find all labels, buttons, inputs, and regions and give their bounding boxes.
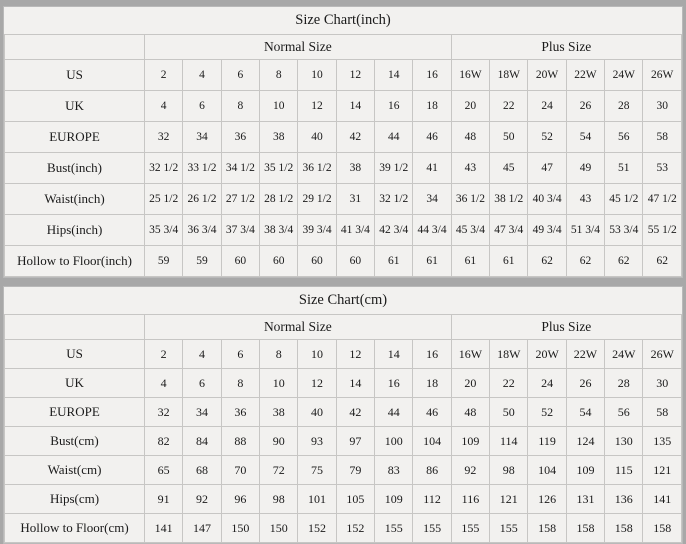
row-label: Waist(cm): [5, 456, 145, 485]
cell: 121: [643, 456, 682, 485]
cell: 82: [145, 427, 183, 456]
cell: 20W: [528, 340, 566, 369]
group-header-plus: Plus Size: [451, 315, 681, 340]
cell: 4: [183, 340, 221, 369]
size-chart-inch: [3, 6, 683, 278]
chart-title: Size Chart(inch): [5, 7, 682, 35]
row-label: Bust(cm): [5, 427, 145, 456]
row-label: UK: [5, 369, 145, 398]
cell: 8: [221, 91, 259, 122]
row-label: US: [5, 340, 145, 369]
cell: 16: [413, 340, 451, 369]
row-label: Hips(cm): [5, 485, 145, 514]
cell: 26: [566, 369, 604, 398]
cell: 115: [605, 456, 643, 485]
cell: 104: [528, 456, 566, 485]
cell: 26: [566, 91, 604, 122]
cell: 8: [260, 60, 298, 91]
cell: 93: [298, 427, 336, 456]
cell: 101: [298, 485, 336, 514]
cell: 50: [490, 398, 528, 427]
cell: 119: [528, 427, 566, 456]
cell: 124: [566, 427, 604, 456]
cell: 88: [221, 427, 259, 456]
cell: 60: [260, 246, 298, 277]
cell: 39 3/4: [298, 215, 336, 246]
group-header-plus: Plus Size: [451, 35, 681, 60]
table-row: [5, 514, 682, 543]
row-label: Bust(inch): [5, 153, 145, 184]
cell: 20W: [528, 60, 566, 91]
cell: 42: [336, 398, 374, 427]
cell: 49 3/4: [528, 215, 566, 246]
cell: 30: [643, 369, 682, 398]
table-row: [5, 340, 682, 369]
table-group-row: [5, 315, 682, 340]
cell: 10: [260, 369, 298, 398]
table-row: [5, 153, 682, 184]
table-row: [5, 456, 682, 485]
cell: 16: [375, 369, 413, 398]
row-label: Hips(inch): [5, 215, 145, 246]
cell: 18W: [490, 60, 528, 91]
cell: 6: [183, 369, 221, 398]
cell: 135: [643, 427, 682, 456]
cell: 28 1/2: [260, 184, 298, 215]
cell: 39 1/2: [375, 153, 413, 184]
cell: 16W: [451, 340, 489, 369]
cell: 51 3/4: [566, 215, 604, 246]
cell: 58: [643, 122, 682, 153]
cell: 59: [183, 246, 221, 277]
cell: 10: [260, 91, 298, 122]
cell: 50: [490, 122, 528, 153]
cell: 130: [605, 427, 643, 456]
cell: 40 3/4: [528, 184, 566, 215]
row-label: EUROPE: [5, 122, 145, 153]
cell: 10: [298, 60, 336, 91]
cell: 126: [528, 485, 566, 514]
table-title-row: [5, 287, 682, 315]
cell: 109: [566, 456, 604, 485]
table-group-row: [5, 35, 682, 60]
cell: 12: [298, 369, 336, 398]
cell: 28: [605, 369, 643, 398]
group-header-normal: Normal Size: [145, 35, 452, 60]
cell: 47 1/2: [643, 184, 682, 215]
cell: 6: [221, 340, 259, 369]
cell: 52: [528, 398, 566, 427]
cell: 92: [183, 485, 221, 514]
cell: 112: [413, 485, 451, 514]
corner-blank-cell: [5, 315, 145, 340]
cell: 35 1/2: [260, 153, 298, 184]
cell: 18: [413, 91, 451, 122]
size-chart-cm: [3, 286, 683, 544]
cell: 72: [260, 456, 298, 485]
table-row: [5, 184, 682, 215]
cell: 53: [643, 153, 682, 184]
cell: 48: [451, 122, 489, 153]
table-row: [5, 215, 682, 246]
cell: 41: [413, 153, 451, 184]
cell: 31: [336, 184, 374, 215]
cell: 12: [336, 340, 374, 369]
table-row: [5, 427, 682, 456]
cell: 79: [336, 456, 374, 485]
cell: 155: [451, 514, 489, 543]
cell: 32: [145, 398, 183, 427]
cell: 20: [451, 91, 489, 122]
cell: 44 3/4: [413, 215, 451, 246]
cell: 58: [643, 398, 682, 427]
cell: 41 3/4: [336, 215, 374, 246]
cell: 98: [260, 485, 298, 514]
cell: 61: [490, 246, 528, 277]
cell: 62: [643, 246, 682, 277]
cell: 20: [451, 369, 489, 398]
cell: 47: [528, 153, 566, 184]
cell: 16W: [451, 60, 489, 91]
cell: 40: [298, 398, 336, 427]
cell: 59: [145, 246, 183, 277]
cell: 38 3/4: [260, 215, 298, 246]
cell: 14: [375, 60, 413, 91]
cell: 96: [221, 485, 259, 514]
size-table-cm: [4, 287, 682, 543]
cell: 24W: [605, 60, 643, 91]
cell: 91: [145, 485, 183, 514]
cell: 45 1/2: [605, 184, 643, 215]
cell: 4: [145, 369, 183, 398]
cell: 4: [183, 60, 221, 91]
cell: 27 1/2: [221, 184, 259, 215]
cell: 56: [605, 122, 643, 153]
cell: 34 1/2: [221, 153, 259, 184]
cell: 98: [490, 456, 528, 485]
table-row: [5, 122, 682, 153]
table-row: [5, 485, 682, 514]
cell: 22W: [566, 340, 604, 369]
cell: 65: [145, 456, 183, 485]
cell: 35 3/4: [145, 215, 183, 246]
cell: 152: [336, 514, 374, 543]
cell: 121: [490, 485, 528, 514]
cell: 32 1/2: [145, 153, 183, 184]
cell: 26 1/2: [183, 184, 221, 215]
cell: 14: [336, 369, 374, 398]
cell: 38: [260, 122, 298, 153]
cell: 14: [336, 91, 374, 122]
cell: 8: [260, 340, 298, 369]
cell: 24: [528, 369, 566, 398]
cell: 12: [298, 91, 336, 122]
cell: 28: [605, 91, 643, 122]
cell: 22: [490, 91, 528, 122]
cell: 14: [375, 340, 413, 369]
cell: 33 1/2: [183, 153, 221, 184]
cell: 38: [260, 398, 298, 427]
cell: 158: [605, 514, 643, 543]
cell: 40: [298, 122, 336, 153]
cell: 18W: [490, 340, 528, 369]
chart-title: Size Chart(cm): [5, 287, 682, 315]
cell: 6: [221, 60, 259, 91]
cell: 2: [145, 340, 183, 369]
cell: 42 3/4: [375, 215, 413, 246]
cell: 38: [336, 153, 374, 184]
cell: 158: [566, 514, 604, 543]
row-label: Hollow to Floor(inch): [5, 246, 145, 277]
cell: 109: [451, 427, 489, 456]
table-row: [5, 246, 682, 277]
cell: 150: [260, 514, 298, 543]
cell: 141: [145, 514, 183, 543]
cell: 18: [413, 369, 451, 398]
cell: 104: [413, 427, 451, 456]
cell: 90: [260, 427, 298, 456]
cell: 100: [375, 427, 413, 456]
table-row: [5, 369, 682, 398]
cell: 37 3/4: [221, 215, 259, 246]
cell: 32 1/2: [375, 184, 413, 215]
cell: 36 1/2: [451, 184, 489, 215]
cell: 62: [566, 246, 604, 277]
cell: 24: [528, 91, 566, 122]
cell: 147: [183, 514, 221, 543]
cell: 114: [490, 427, 528, 456]
cell: 46: [413, 398, 451, 427]
cell: 42: [336, 122, 374, 153]
cell: 43: [451, 153, 489, 184]
cell: 83: [375, 456, 413, 485]
cell: 60: [336, 246, 374, 277]
cell: 52: [528, 122, 566, 153]
cell: 8: [221, 369, 259, 398]
cell: 152: [298, 514, 336, 543]
cell: 54: [566, 122, 604, 153]
cell: 61: [413, 246, 451, 277]
cell: 70: [221, 456, 259, 485]
table-row: [5, 60, 682, 91]
cell: 49: [566, 153, 604, 184]
cell: 30: [643, 91, 682, 122]
corner-blank-cell: [5, 35, 145, 60]
cell: 109: [375, 485, 413, 514]
cell: 56: [605, 398, 643, 427]
cell: 26W: [643, 340, 682, 369]
cell: 84: [183, 427, 221, 456]
cell: 10: [298, 340, 336, 369]
cell: 36: [221, 122, 259, 153]
cell: 6: [183, 91, 221, 122]
cell: 62: [528, 246, 566, 277]
cell: 22: [490, 369, 528, 398]
cell: 26W: [643, 60, 682, 91]
cell: 16: [375, 91, 413, 122]
cell: 116: [451, 485, 489, 514]
table-row: [5, 398, 682, 427]
cell: 38 1/2: [490, 184, 528, 215]
cell: 48: [451, 398, 489, 427]
cell: 34: [183, 398, 221, 427]
cell: 55 1/2: [643, 215, 682, 246]
cell: 12: [336, 60, 374, 91]
cell: 136: [605, 485, 643, 514]
size-table-inch: [4, 7, 682, 277]
cell: 60: [221, 246, 259, 277]
row-label: EUROPE: [5, 398, 145, 427]
cell: 68: [183, 456, 221, 485]
cell: 32: [145, 122, 183, 153]
cell: 22W: [566, 60, 604, 91]
table-title-row: [5, 7, 682, 35]
cell: 36 1/2: [298, 153, 336, 184]
cell: 34: [413, 184, 451, 215]
cell: 75: [298, 456, 336, 485]
cell: 105: [336, 485, 374, 514]
cell: 2: [145, 60, 183, 91]
cell: 54: [566, 398, 604, 427]
row-label: UK: [5, 91, 145, 122]
cell: 155: [490, 514, 528, 543]
row-label: Hollow to Floor(cm): [5, 514, 145, 543]
cell: 158: [528, 514, 566, 543]
cell: 61: [375, 246, 413, 277]
cell: 150: [221, 514, 259, 543]
cell: 4: [145, 91, 183, 122]
cell: 34: [183, 122, 221, 153]
group-header-normal: Normal Size: [145, 315, 452, 340]
cell: 36 3/4: [183, 215, 221, 246]
cell: 61: [451, 246, 489, 277]
row-label: US: [5, 60, 145, 91]
cell: 43: [566, 184, 604, 215]
cell: 47 3/4: [490, 215, 528, 246]
cell: 46: [413, 122, 451, 153]
cell: 92: [451, 456, 489, 485]
cell: 131: [566, 485, 604, 514]
row-label: Waist(inch): [5, 184, 145, 215]
cell: 24W: [605, 340, 643, 369]
cell: 29 1/2: [298, 184, 336, 215]
cell: 158: [643, 514, 682, 543]
cell: 86: [413, 456, 451, 485]
cell: 51: [605, 153, 643, 184]
cell: 141: [643, 485, 682, 514]
cell: 155: [413, 514, 451, 543]
cell: 45: [490, 153, 528, 184]
cell: 62: [605, 246, 643, 277]
table-row: [5, 91, 682, 122]
cell: 16: [413, 60, 451, 91]
cell: 60: [298, 246, 336, 277]
cell: 25 1/2: [145, 184, 183, 215]
cell: 53 3/4: [605, 215, 643, 246]
cell: 155: [375, 514, 413, 543]
cell: 36: [221, 398, 259, 427]
cell: 97: [336, 427, 374, 456]
cell: 44: [375, 398, 413, 427]
cell: 45 3/4: [451, 215, 489, 246]
cell: 44: [375, 122, 413, 153]
